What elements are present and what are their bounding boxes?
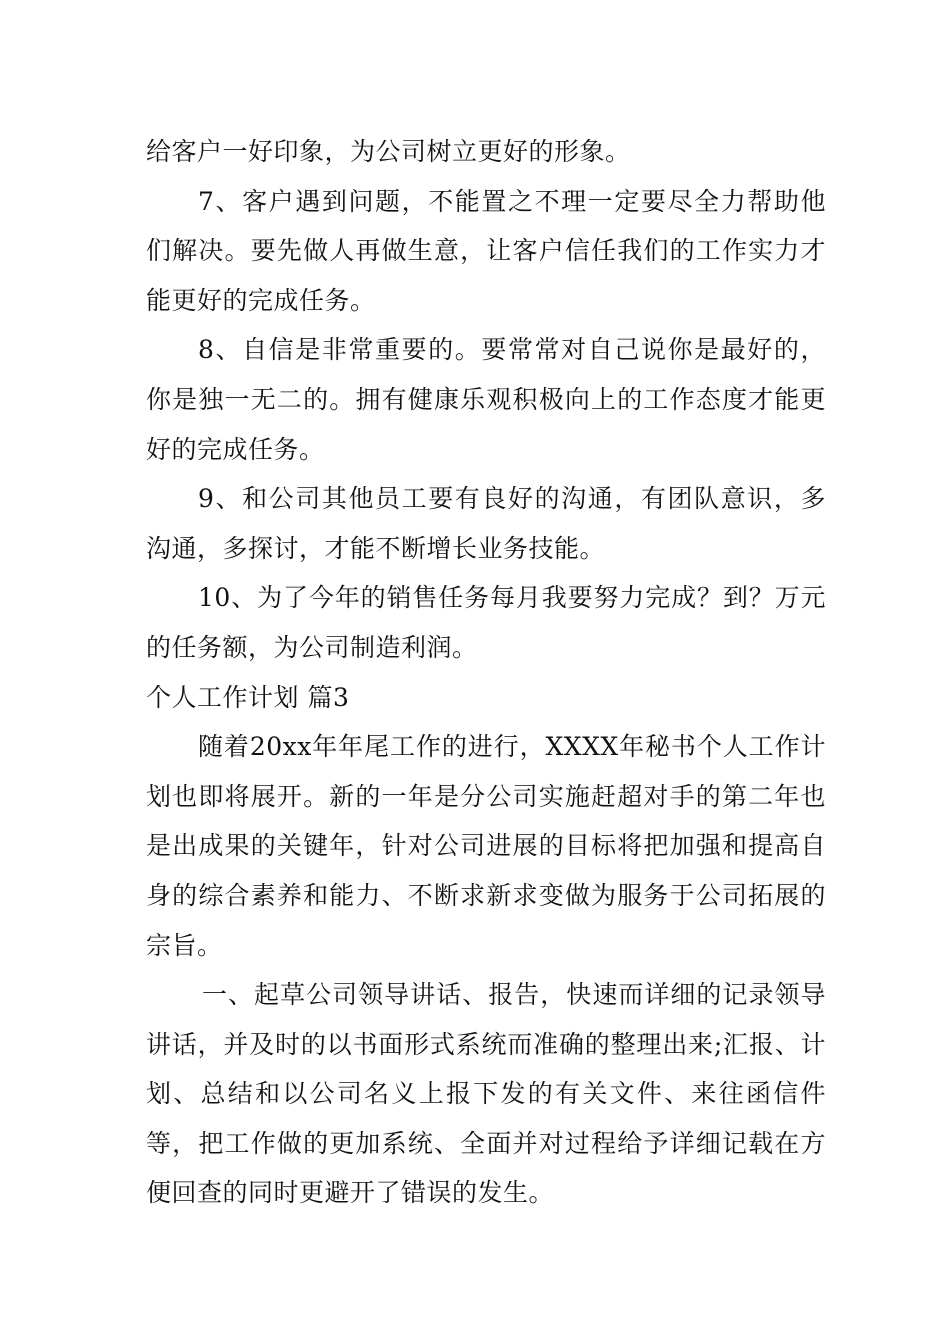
paragraph-item-8: 8、自信是非常重要的。要常常对自己说你是最好的，你是独一无二的。拥有健康乐观积极向上的工作态度才能更好的完成任务。 xyxy=(146,335,826,464)
paragraph-item-10: 10、为了今年的销售任务每月我要努力完成？到？万元的任务额，为公司制造利润。 xyxy=(146,583,826,662)
section-heading: 个人工作计划 篇3 xyxy=(146,682,350,712)
paragraph-item-9: 9、和公司其他员工要有良好的沟通，有团队意识，多沟通，多探讨，才能不断增长业务技能。 xyxy=(146,484,826,563)
paragraph-point-1: 一、起草公司领导讲话、报告，快速而详细的记录领导讲话，并及时的以书面形式系统而准确的整理出来;汇报、计划、总结和以公司名义上报下发的有关文件、来往函信件等，把工作做的更加系统、全面并对过程给予详细记载在方便回查的同时更避开了错误的发生。 xyxy=(146,980,826,1208)
paragraph-intro: 随着20xx年年尾工作的进行，XXXX年秘书个人工作计划也即将展开。新的一年是分公司实施赶超对手的第二年也是出成果的关键年，针对公司进展的目标将把加强和提高自身的综合素养和能力、不断求新求变做为服务于公司拓展的宗旨。 xyxy=(146,732,826,960)
paragraph-item-7: 7、客户遇到问题，不能置之不理一定要尽全力帮助他们解决。要先做人再做生意，让客户信任我们的工作实力才能更好的完成任务。 xyxy=(146,186,826,315)
document-body xyxy=(146,127,826,1218)
paragraph-continuation: 给客户一好印象，为公司树立更好的形象。 xyxy=(146,137,631,166)
